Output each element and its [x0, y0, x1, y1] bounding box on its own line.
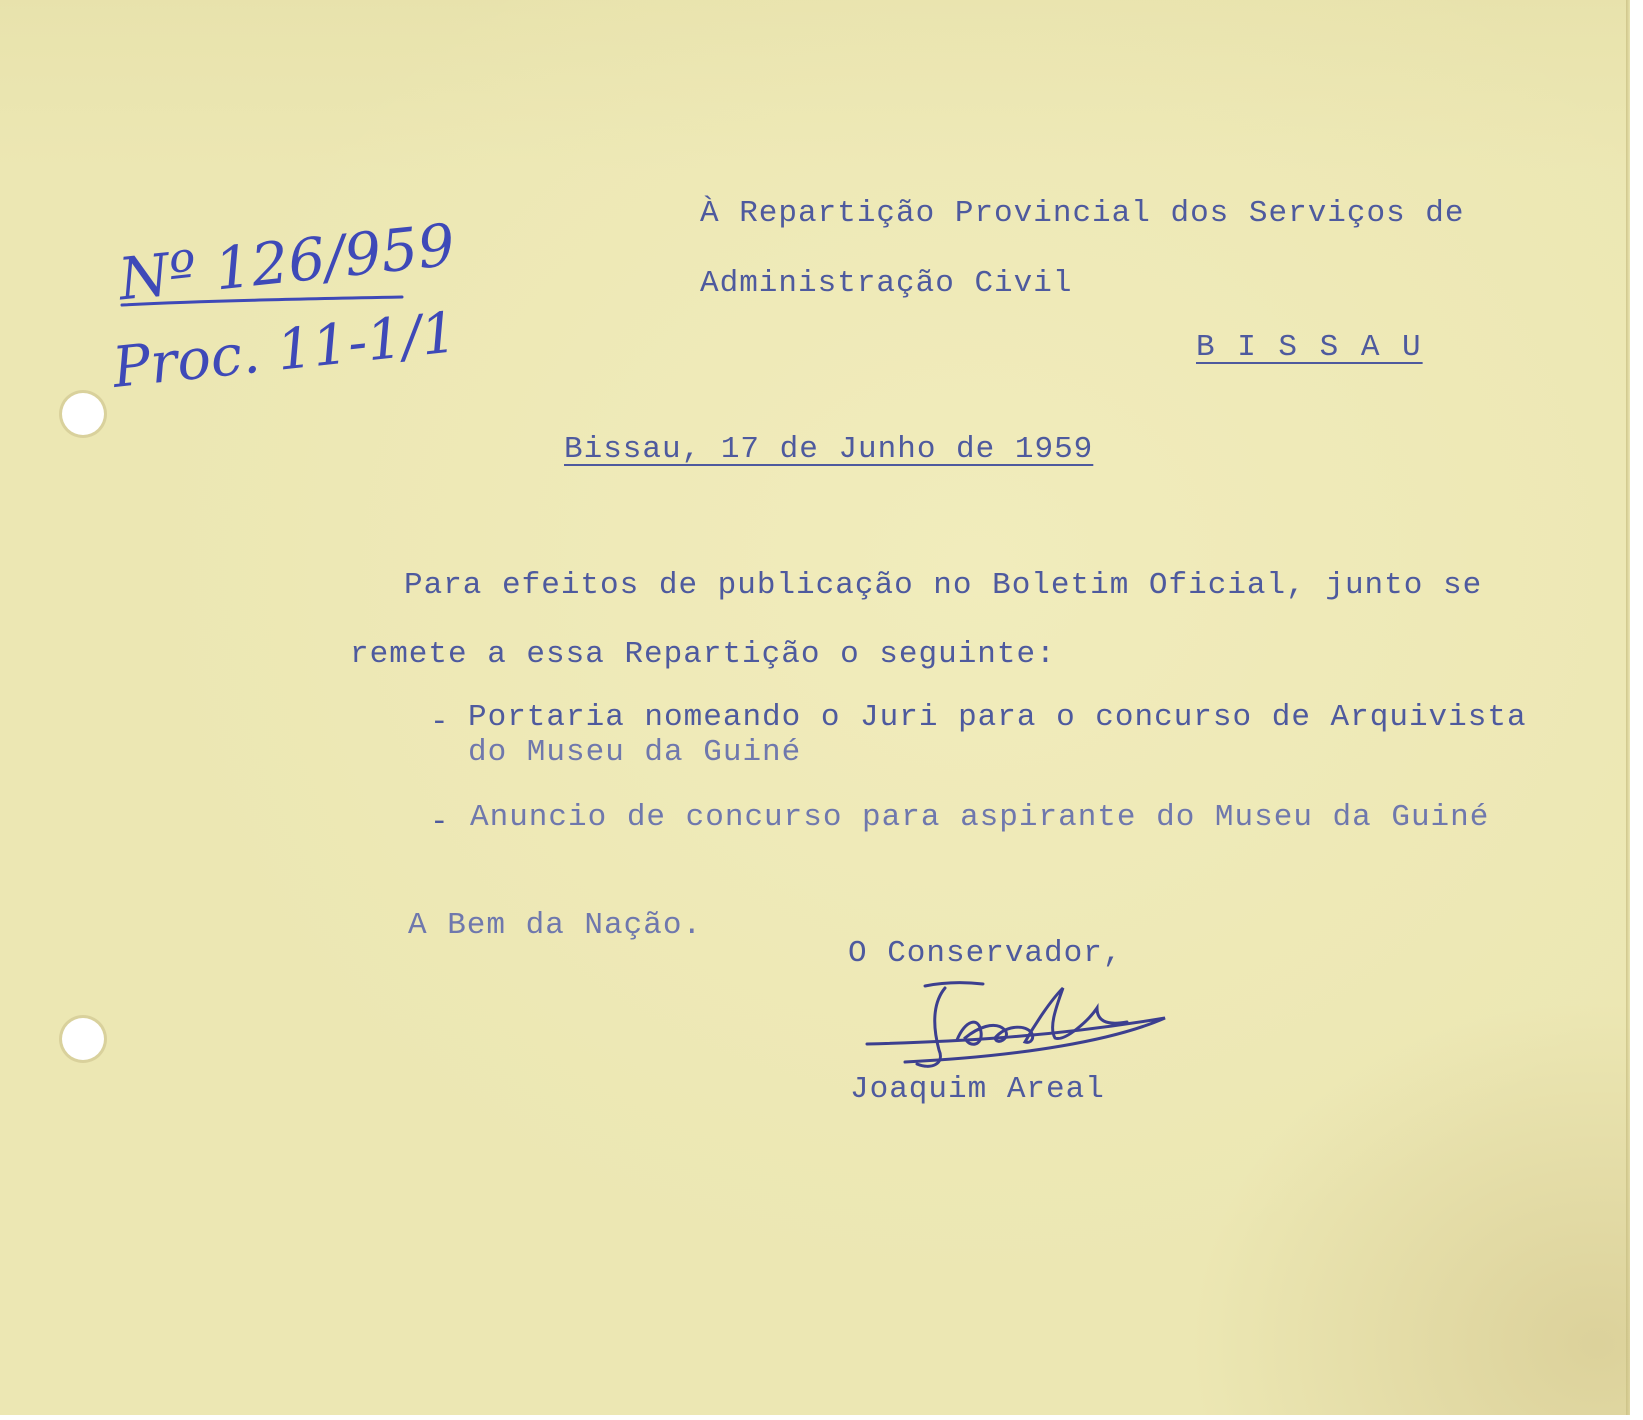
punch-hole-top	[62, 393, 104, 435]
body-intro-line-2: remete a essa Repartição o seguinte:	[350, 637, 1056, 672]
addressee-city: B I S S A U	[1196, 330, 1423, 365]
date-line: Bissau, 17 de Junho de 1959	[564, 432, 1094, 467]
handwritten-signature	[865, 980, 1185, 1080]
addressee-line-2: Administração Civil	[700, 266, 1073, 301]
body-intro-line-1: Para efeitos de publicação no Boletim Oficial, junto se	[404, 568, 1483, 603]
list-item-line-1: Portaria nomeando o Juri para o concurso de Arquivista	[468, 700, 1527, 735]
list-item-bullet: -	[430, 805, 450, 840]
paper-edge	[1626, 0, 1630, 1415]
list-item-line-1: Anuncio de concurso para aspirante do Museu da Guiné	[470, 800, 1490, 835]
list-item-line-2: do Museu da Guiné	[468, 735, 802, 770]
addressee-line-1: À Repartição Provincial dos Serviços de	[700, 196, 1465, 231]
closing-salutation: A Bem da Nação.	[408, 908, 703, 943]
signatory-name: Joaquim Areal	[850, 1072, 1105, 1107]
punch-hole-bottom	[62, 1018, 104, 1060]
signatory-title: O Conservador,	[848, 936, 1123, 971]
handwritten-reference-divider	[120, 295, 405, 309]
list-item-bullet: -	[430, 705, 450, 740]
handwritten-process-number: Proc. 11-1/1	[109, 300, 460, 401]
handwritten-reference-number: Nº 126/959	[115, 210, 459, 314]
